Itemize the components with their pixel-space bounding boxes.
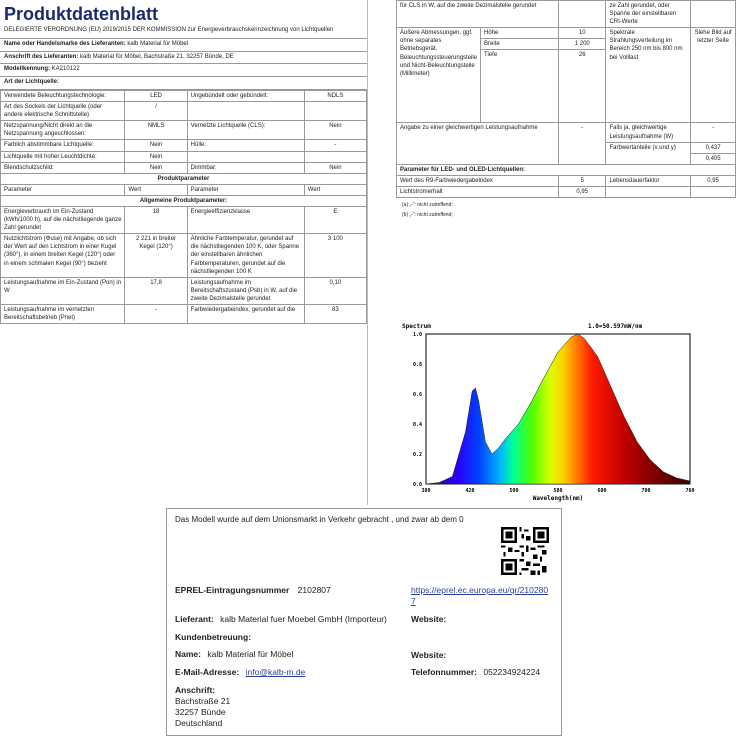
param-value: 2 221 in breiter Kegel (120°) — [125, 234, 187, 277]
param-value: 17,8 — [125, 277, 187, 304]
prop-label: Netzspannung/Nicht direkt an die Netzspannung angeschlossen: — [1, 121, 125, 140]
right-props-table — [396, 0, 736, 198]
address-block — [175, 685, 230, 729]
param-value: 0,10 — [304, 277, 366, 304]
table-row — [1, 305, 367, 324]
prop-value: Nein — [125, 140, 187, 151]
x-tick-label: 420 — [465, 488, 475, 494]
name-value: kalb Material für Möbel — [207, 649, 294, 659]
param-label: Leistungsaufnahme im vernetzten Bereitschaftsbetrieb (Pnet) — [1, 305, 125, 324]
model-row — [0, 64, 367, 77]
prop-value: Nein — [125, 151, 187, 162]
email-row — [175, 667, 305, 677]
table-row — [1, 151, 367, 162]
eprel-label-wrap — [175, 585, 331, 595]
footnote-b: (b) „-“: nicht zutreffend; — [402, 211, 453, 218]
dimension-name: Höhe — [481, 28, 559, 39]
prop-value: Nein — [125, 162, 187, 173]
chroma-y-value: 0,405 — [691, 153, 736, 164]
general-header: Allgemeine Produktparameter: — [1, 195, 367, 206]
param-value: E — [304, 207, 366, 234]
prop-value — [691, 1, 736, 28]
table-row — [1, 277, 367, 304]
prop-label: Blendschutzschild: — [1, 162, 125, 173]
spd-label: Spektrale Strahlungsverteilung im Bereich 250 nm bis 800 nm bei Volllast — [606, 28, 691, 123]
address-line: 32257 Bünde — [175, 707, 226, 718]
prop-label: Verwendete Beleuchtungstechnologie: — [1, 90, 125, 101]
phone-value: 052234924224 — [483, 667, 541, 677]
chart-peak-label: 1.0=50.597mW/nm — [588, 323, 643, 330]
if-yes-label: Falls ja, gleichwertige Leistungsaufnahme (W) — [606, 123, 691, 142]
param-label: Farbwiedergabeindex, gerundet auf die — [187, 305, 304, 324]
maint-value: 0,95 — [559, 187, 606, 198]
address-value: kalb Material für Möbel, Bachstraße 21, 32257 Bünde, DE — [80, 53, 234, 60]
name-row — [175, 649, 293, 659]
market-text: Das Modell wurde auf dem Unionsmarkt in Verkehr gebracht , und zwar ab dem 0 — [175, 515, 464, 524]
chroma-label: Farbwertanteile (x und y) — [606, 142, 691, 164]
spectrum-chart-panel — [392, 318, 710, 506]
equiv-label: Angabe zu einer gleichwertigen Leistungsaufnahme — [397, 123, 559, 164]
prop-value: NDLS — [304, 90, 366, 101]
email-link[interactable]: info@kalb-m.de — [245, 667, 306, 677]
address-label: Anschrift des Lieferanten: — [4, 53, 79, 60]
eprel-label: EPREL-Eintragungsnummer — [175, 585, 290, 595]
x-tick-label: 760 — [685, 488, 695, 494]
y-tick-label: 0.8 — [412, 362, 422, 368]
maint-label: Lichtstromerhalt — [397, 187, 559, 198]
dimension-name: Breite — [481, 39, 559, 50]
x-tick-label: 700 — [641, 488, 651, 494]
light-source-props-table — [0, 90, 367, 324]
param-label: Leistungsaufnahme im Ein-Zustand (Pon) in W — [1, 277, 125, 304]
column-header: Parameter — [1, 184, 125, 195]
table-row — [1, 102, 367, 121]
prop-label: Dimmbar: — [187, 162, 304, 173]
brand-value: kalb Material für Möbel — [127, 40, 189, 47]
param-value: 3 100 — [304, 234, 366, 277]
plot-area — [413, 332, 695, 494]
param-label: Energieverbrauch im Ein-Zustand (kWh/1000 h), auf die nächstliegende ganze Zahl gerundet — [1, 207, 125, 234]
section-header-row — [1, 173, 367, 184]
prop-value — [304, 151, 366, 162]
brand-row — [0, 38, 367, 52]
type-row — [0, 77, 367, 90]
address-label: Anschrift: — [175, 685, 216, 695]
eprel-info-panel — [166, 508, 562, 736]
supplier-label: Lieferant: — [175, 614, 214, 624]
prop-value: - — [304, 140, 366, 151]
eprel-value: 2102807 — [297, 585, 331, 595]
prop-label: Vernetzte Lichtquelle (CLS): — [187, 121, 304, 140]
prop-value — [304, 102, 366, 121]
table-row — [397, 175, 736, 186]
website-label: Website: — [411, 614, 447, 624]
prop-label: Ungebündelt oder gebündelt: — [187, 90, 304, 101]
prop-value: Nein — [304, 162, 366, 173]
table-row — [1, 234, 367, 277]
table-row — [1, 207, 367, 234]
param-label: Ähnliche Farbtemperatur, gerundet auf die nächstliegenden 100 K, oder Spanne der einstellbaren ähnlichen Farbtemperaturen, gerundet auf die nächstliegenden 100 K — [187, 234, 304, 277]
param-label: Nutzlichtstrom (Φuse) mit Angabe, ob sich der Wert auf den Lichtstrom in einer Kugel (360°), in einem breiten Kegel (120°) oder in einem schmalen Kegel (90°) bezieht — [1, 234, 125, 277]
prop-label: Hülle: — [187, 140, 304, 151]
dimension-value: 1 200 — [559, 39, 606, 50]
footnote-a: (a) „-“: nicht zutreffend; — [402, 202, 453, 209]
param-label: Leistungsaufnahme im Bereitschaftszustand (Psb) in W, auf die zweite Dezimalstelle gerundet — [187, 277, 304, 304]
datasheet-left-page — [0, 0, 368, 505]
table-row — [397, 28, 736, 39]
name-label: Name: — [175, 649, 201, 659]
table-row — [397, 187, 736, 198]
page-title: Produktdatenblatt — [4, 4, 159, 24]
x-tick-label: 580 — [553, 488, 563, 494]
prop-label: Lichtquelle mit hoher Leuchtdichte: — [1, 151, 125, 162]
eprel-link[interactable]: https://eprel.ec.europa.eu/qr/2102807 — [411, 585, 549, 607]
prop-value: / — [125, 102, 187, 121]
chart-ylabel: Spectrum — [402, 323, 431, 330]
prop-label: ze Zahl gerundet, oder Spanne der einstellbaren CRI-Werte — [606, 1, 691, 28]
prop-value — [559, 1, 606, 28]
prop-value: Nein — [304, 121, 366, 140]
y-tick-label: 1.0 — [412, 332, 422, 338]
column-header-row — [1, 184, 367, 195]
dimension-name: Tiefe — [481, 50, 559, 123]
model-value: KA210122 — [51, 66, 80, 73]
section-header-row — [397, 164, 736, 175]
table-row — [1, 140, 367, 151]
address-row — [0, 52, 367, 65]
prop-label: Art des Sockels der Lichtquelle (oder andere elektrische Schnittstelle) — [1, 102, 125, 121]
param-header: Produktparameter — [1, 173, 367, 184]
x-tick-label: 600 — [597, 488, 607, 494]
section-header-row — [1, 195, 367, 206]
chroma-x-value: 0,437 — [691, 142, 736, 153]
dimension-value: 26 — [559, 50, 606, 123]
param-value: 83 — [304, 305, 366, 324]
life-label: Lebensdauerfaktor — [606, 175, 691, 186]
datasheet-right-page — [396, 0, 736, 295]
column-header: Parameter — [187, 184, 304, 195]
prop-label: Farblich abstimmbare Lichtquelle: — [1, 140, 125, 151]
type-label: Art der Lichtquelle: — [4, 79, 60, 86]
spectrum-chart — [392, 318, 710, 506]
r9-value: 5 — [559, 175, 606, 186]
chart-xlabel: Wavelength(nm) — [532, 495, 584, 502]
website2-label: Website: — [411, 650, 447, 660]
x-tick-label: 500 — [509, 488, 519, 494]
led-header: Parameter für LED- und OLED-Lichtquellen: — [397, 164, 736, 175]
supplier-value: kalb Material fuer Moebel GmbH (Importeur) — [220, 614, 387, 624]
table-row — [1, 162, 367, 173]
param-label: Energieeffizienzklasse — [187, 207, 304, 234]
y-tick-label: 0.0 — [412, 482, 422, 488]
table-row — [397, 123, 736, 142]
param-value: 18 — [125, 207, 187, 234]
param-value: - — [125, 305, 187, 324]
table-row — [397, 1, 736, 28]
prop-value: NMLS — [125, 121, 187, 140]
prop-value: LED — [125, 90, 187, 101]
qr-code-icon[interactable] — [501, 527, 549, 575]
table-row — [1, 90, 367, 101]
x-tick-label: 380 — [421, 488, 431, 494]
phone-row — [411, 667, 540, 677]
address-line: Bachstraße 21 — [175, 696, 231, 707]
address-line: Deutschland — [175, 718, 223, 729]
brand-label: Name oder Handelsmarke des Lieferanten: — [4, 40, 126, 47]
model-label: Modellkennung: — [4, 66, 50, 73]
dimension-value: 10 — [559, 28, 606, 39]
prop-label — [187, 102, 304, 121]
regulation-text: DELEGIERTE VERORDNUNG (EU) 2019/2015 DER KOMMISSION zur Energieverbrauchskennzeichnung von Lichtquellen — [4, 27, 334, 33]
prop-label — [187, 151, 304, 162]
life-value: 0,95 — [691, 175, 736, 186]
if-yes-value: - — [691, 123, 736, 142]
email-label: E-Mail-Adresse: — [175, 667, 240, 677]
r9-label: Wert des R9-Farbwiedergabeindex — [397, 175, 559, 186]
prop-label: für CLS in W, auf die zweite Dezimalstelle gerundet — [397, 1, 559, 28]
dimensions-label: Äußere Abmessungen, ggf. ohne separates Betriebsgerät, Beleuchtungssteuerungsteile und Nicht-Beleuchtungsteile (Millimeter) — [397, 28, 481, 123]
column-header: Wert — [304, 184, 366, 195]
y-tick-label: 0.6 — [412, 392, 422, 398]
equiv-value: - — [559, 123, 606, 164]
y-tick-label: 0.4 — [412, 422, 422, 428]
table-row — [1, 121, 367, 140]
spd-value: Siehe Bild auf letzter Seite — [691, 28, 736, 123]
phone-label: Telefonnummer: — [411, 667, 477, 677]
y-tick-label: 0.2 — [412, 452, 422, 458]
column-header: Wert — [125, 184, 187, 195]
supplier-row — [175, 614, 387, 624]
customer-label: Kundenbetreuung: — [175, 632, 252, 642]
